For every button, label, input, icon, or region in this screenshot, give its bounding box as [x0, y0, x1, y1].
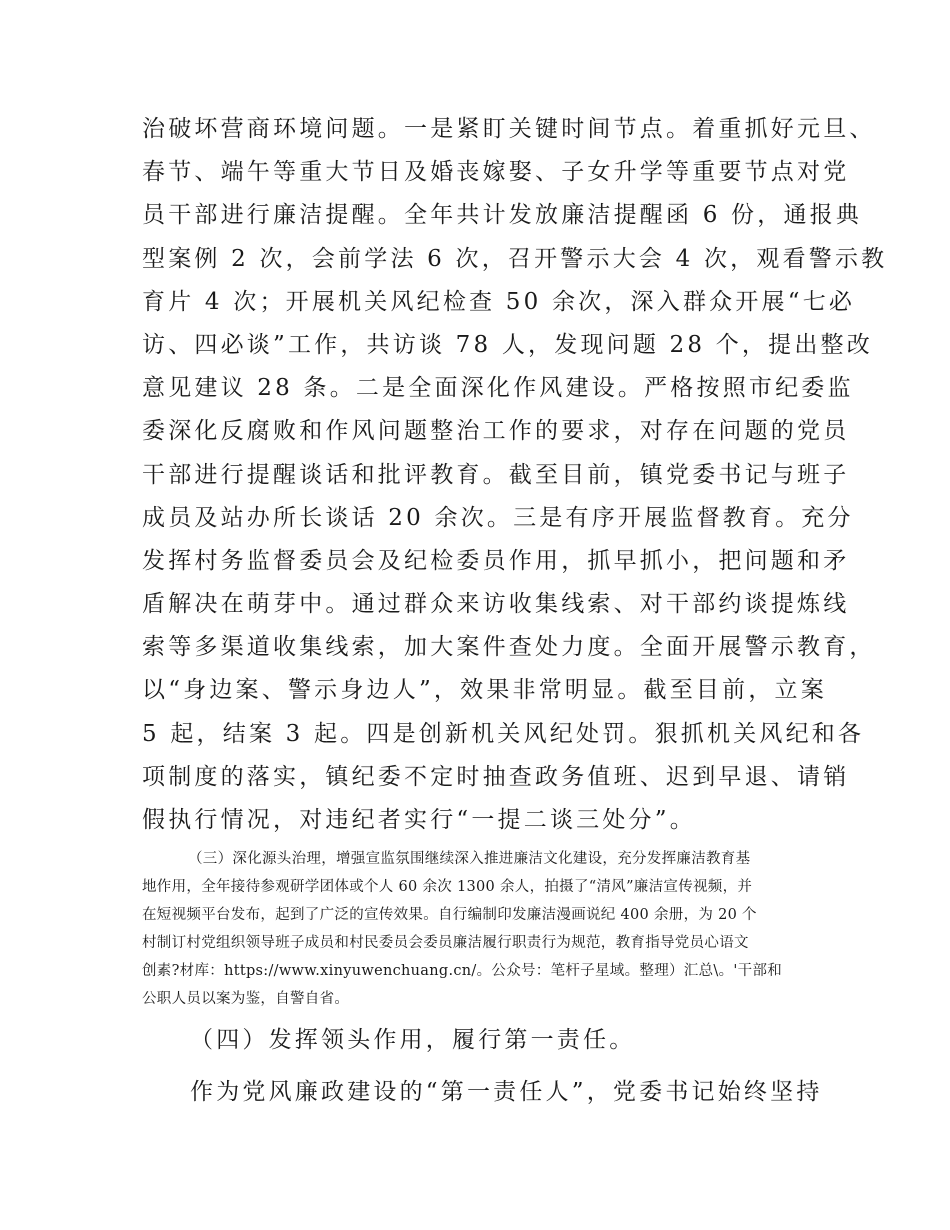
text-line: 地作用，全年接待参观研学团体或个人 60 余次 1300 余人，拍摄了“清风”廉洁宣传视频，并	[142, 879, 753, 895]
text-line: 假执行情况，对违纪者实行“一提二谈三处分”。	[142, 807, 696, 833]
text-line: 干部进行提醒谈话和批评教育。截至目前，镇党委书记与班子	[142, 461, 850, 488]
text-line: 5 起，结案 3 起。四是创新机关风纪处罚。狠抓机关风纪和各	[142, 720, 865, 747]
text-line: 项制度的落实，镇纪委不定时抽查政务值班、迟到早退、请销	[142, 763, 850, 790]
section-four-heading: （四）发挥领头作用，履行第一责任。	[190, 1027, 636, 1053]
text-line: 创素?材库：https://www.xinyuwenchuang.cn/。公众号：笔杆子星域。整理）汇总\。'干部和	[142, 963, 783, 979]
text-line: 成员及站办所长谈话 20 余次。三是有序开展监督教育。充分	[142, 504, 854, 531]
text-line: 盾解决在萌芽中。通过群众来访收集线索、对干部约谈提炼线	[142, 591, 850, 618]
text-line: 访、四必谈”工作，共访谈 78 人，发现问题 28 个，提出整改	[142, 331, 873, 358]
text-line: 育片 4 次；开展机关风纪检查 50 余次，深入群众开展“七必	[142, 288, 856, 315]
text-line: 员干部进行廉洁提醒。全年共计发放廉洁提醒函 6 份，通报典	[142, 202, 863, 229]
text-line: 在短视频平台发布，起到了广泛的宣传效果。自行编制印发廉洁漫画说纪 400 余册，为 20 个	[142, 907, 757, 923]
text-line: 村制订村党组织领导班子成员和村民委员会委员廉洁履行职责行为规范，教育指导党员心语文	[142, 935, 749, 951]
main-paragraph	[142, 108, 887, 842]
text-line: 意见建议 28 条。二是全面深化作风建设。严格按照市纪委监	[142, 375, 854, 402]
text-line: （三）深化源头治理，增强宣监氛围继续深入推进廉洁文化建设，充分发挥廉洁教育基	[188, 851, 751, 867]
text-line: 型案例 2 次，会前学法 6 次，召开警示大会 4 次，观看警示教	[142, 245, 888, 272]
text-line: 索等多渠道收集线索，加大案件查处力度。全面开展警示教育，	[142, 634, 876, 661]
text-line: 以“身边案、警示身边人”，效果非常明显。截至目前，立案	[142, 677, 827, 704]
text-line: 治破坏营商环境问题。一是紧盯关键时间节点。着重抓好元旦、	[142, 116, 876, 142]
text-line: 公职人员以案为鉴，自警自省。	[142, 991, 350, 1007]
text-line: 发挥村务监督委员会及纪检委员作用，抓早抓小，把问题和矛	[142, 547, 850, 574]
text-line: 委深化反腐败和作风问题整治工作的要求，对存在问题的党员	[142, 418, 850, 445]
text-line: 春节、端午等重大节日及婚丧嫁娶、子女升学等重要节点对党	[142, 159, 850, 186]
section-three-paragraph	[142, 845, 782, 1013]
section-four-first-line: 作为党风廉政建设的“第一责任人”，党委书记始终坚持	[190, 1079, 823, 1105]
